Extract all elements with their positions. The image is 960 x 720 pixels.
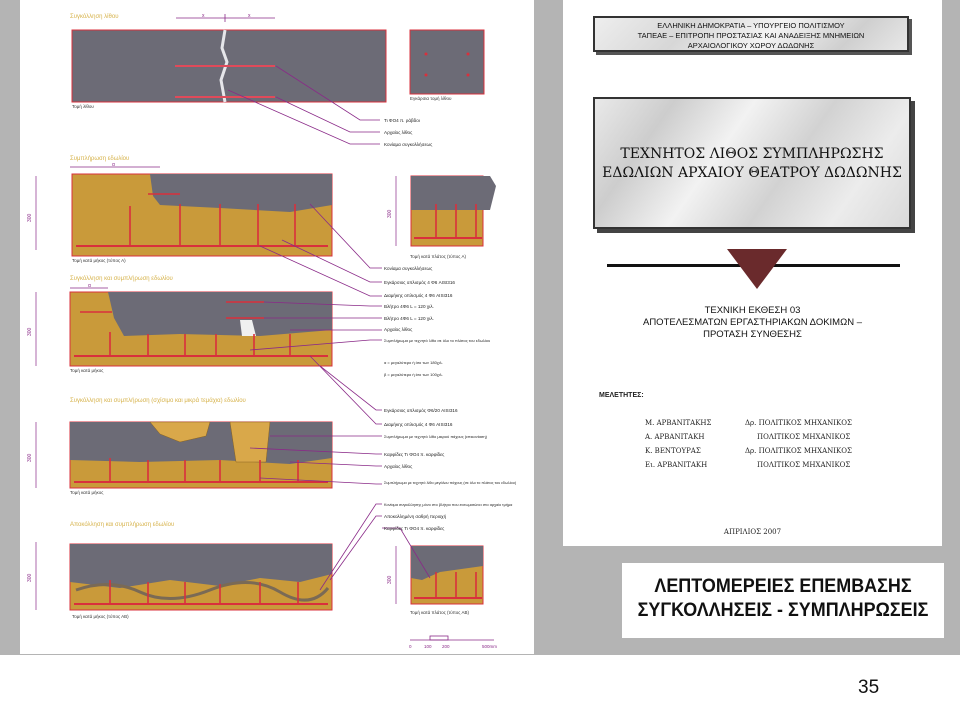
report-line-2: ΑΠΟΤΕΛΕΣΜΑΤΩΝ ΕΡΓΑΣΤΗΡΙΑΚΩΝ ΔΟΚΙΜΩΝ – xyxy=(642,317,862,328)
section-1-dimension xyxy=(176,14,275,22)
section-4-heading: Συγκόλληση και συμπλήρωση (σχίσιμο και μικρά τεμάχια) εδωλίου xyxy=(70,398,246,404)
author-name: Μ. ΑΡΒΑΝΙΤΑΚΗΣ xyxy=(645,419,712,427)
label-17: Συμπλήρωμα με τεχνητό λίθο μεγάλου πάχους (σε όλο το πλάτος του εδωλίου) xyxy=(384,481,517,485)
label-4: Εγκάρσιος οπλισμός 4 Φ6 AISI316 xyxy=(384,280,455,285)
label-6: Βλήτρο 4Φ6 L = 120 χιλ. xyxy=(384,304,434,309)
label-12: Εγκάρσιος οπλισμός Φ6/20 AISI316 xyxy=(384,408,458,413)
label-18: Κονίαμα συγκόλλησης μόνο στο βλήτρο που ενσωματώνει στο αρχαίο τμήμα xyxy=(384,503,513,507)
section-1-heading: Συγκόλληση λίθου xyxy=(70,14,119,20)
ministry-line-2: ΤΑΠΕΑΕ – ΕΠΙΤΡΟΠΗ ΠΡΟΣΤΑΣΙΑΣ ΚΑΙ ΑΝΑΔΕΙΞΗΣ ΜΝΗΜΕΙΩΝ xyxy=(637,31,865,40)
author-row xyxy=(645,416,852,430)
triangle-emblem xyxy=(727,249,787,289)
report-cover-page xyxy=(563,0,942,546)
section-2-heading: Συμπλήρωση εδωλίου xyxy=(70,156,130,162)
scale-end: 500mm xyxy=(482,644,498,649)
label-10: α = μεγαλύτερο ή ίσο των 180χιλ. xyxy=(384,360,443,365)
section-1-side-caption: Εγκάρσια τομή λίθου xyxy=(410,96,452,101)
label-7: Βλήτρο 4Φ6 L = 120 χιλ. xyxy=(384,316,434,321)
label-2: Κονίαμα συγκολλήσεως xyxy=(384,142,433,147)
section-2-caption: Τομή κατά μήκος (τύπος Α) xyxy=(72,258,126,263)
author-name: Ει. ΑΡΒΑΝΙΤΑΚΗ xyxy=(645,461,708,469)
label-14: Συμπλήρωμα με τεχνητό λίθο μικρού πάχους (επικονίαση) xyxy=(384,434,487,439)
section-4-caption: Τομή κατά μήκος xyxy=(70,490,104,495)
dim-300-c: 300 xyxy=(27,327,33,336)
report-title-line-1: ΤΕΧΝΗΤΟΣ ΛΙΘΟΣ ΣΥΜΠΛΗΡΩΣΗΣ xyxy=(620,146,884,162)
section-1-caption: Τομή λίθου xyxy=(72,104,94,109)
dim-x-right: x xyxy=(248,13,251,19)
author-role: ΠΟΛΙΤΙΚΟΣ ΜΗΧΑΝΙΚΟΣ xyxy=(757,461,851,469)
report-date: ΑΠΡΙΛΙΟΣ 2007 xyxy=(723,528,782,536)
report-title-box xyxy=(593,97,911,229)
section-5-heading: Αποκόλληση και συμπλήρωση εδωλίου xyxy=(70,522,175,528)
label-5: Διαμήκης οπλισμός 4 Φ6 AISI316 xyxy=(384,293,453,298)
scale-labels xyxy=(409,644,497,649)
author-name: Κ. ΒΕΝΤΟΥΡΑΣ xyxy=(645,447,701,455)
author-name: Α. ΑΡΒΑΝΙΤΑΚΗ xyxy=(645,433,705,441)
author-row xyxy=(645,430,852,444)
technical-drawing-sheet xyxy=(20,0,534,654)
ancient-stone-transverse-a xyxy=(411,176,496,210)
ministry-line-3: ΑΡΧΑΙΟΛΟΓΙΚΟΥ ΧΩΡΟΥ ΔΩΔΩΝΗΣ xyxy=(687,41,815,50)
scale-tick-1: 100 xyxy=(424,644,432,649)
report-title-line-2: ΕΔΩΛΙΩΝ ΑΡΧΑΙΟΥ ΘΕΑΤΡΟΥ ΔΩΔΩΝΗΣ xyxy=(602,165,902,181)
drawing-svg xyxy=(20,0,534,654)
slide-title-box xyxy=(622,563,944,638)
label-9: Συμπλήρωμα με τεχνητό λίθο σε όλο το πλάτος του εδωλίου xyxy=(384,338,491,343)
label-1: Αρχαίος λίθος xyxy=(384,130,413,135)
label-3: Κονίαμα συγκολλήσεως xyxy=(384,266,433,271)
scale-tick-0: 0 xyxy=(409,644,412,649)
authors-label: ΜΕΛΕΤΗΤΕΣ: xyxy=(599,392,644,399)
section-3-heading: Συγκόλληση και συμπλήρωση εδωλίου xyxy=(70,276,173,282)
section-5-caption: Τομή κατά μήκος (τύπος ΑΒ) xyxy=(72,614,129,619)
scale-tick-2: 200 xyxy=(442,644,450,649)
section-3-caption: Τομή κατά μήκος xyxy=(70,368,104,373)
dim-300-a: 300 xyxy=(27,213,33,222)
dim-300-b: 300 xyxy=(387,209,393,218)
section-2-side-caption: Τομή κατά πλάτος (τύπος Α) xyxy=(410,254,466,259)
dim-300-f: 300 xyxy=(387,575,393,584)
label-11: β = μεγαλύτερο ή ίσο των 100χιλ. xyxy=(384,372,443,377)
report-line-3: ΠΡΟΤΑΣΗ ΣΥΝΘΕΣΗΣ xyxy=(703,329,802,340)
ministry-line-1: ΕΛΛΗΝΙΚΗ ΔΗΜΟΚΡΑΤΙΑ – ΥΠΟΥΡΓΕΙΟ ΠΟΛΙΤΙΣΜΟΥ xyxy=(657,21,845,30)
dim-x-left: x xyxy=(202,13,205,19)
authors-list xyxy=(645,416,852,472)
label-19: Αποκολλημένη σαθρή περιοχή xyxy=(384,514,447,519)
dim-a-1: α xyxy=(112,162,115,168)
label-8: Αρχαίος λίθος xyxy=(384,327,413,332)
stone-block-transverse xyxy=(410,30,484,94)
label-13: Διαμήκης οπλισμός 4 Φ6 AISI316 xyxy=(384,422,453,427)
author-row xyxy=(645,444,852,458)
author-role: Δρ. ΠΟΛΙΤΙΚΟΣ ΜΗΧΑΝΙΚΟΣ xyxy=(745,447,852,455)
slide-title-line-2: ΣΥΓΚΟΛΛΗΣΕΙΣ - ΣΥΜΠΛΗΡΩΣΕΙΣ xyxy=(637,599,929,621)
patch-large-4 xyxy=(230,422,270,462)
scale-bar xyxy=(410,636,494,640)
dim-300-e: 300 xyxy=(27,573,33,582)
label-15: Καρφίδες Τι ΦΟ4 π. καρφίδες xyxy=(384,452,445,457)
report-line-1: ΤΕΧΝΙΚΗ ΕΚΘΕΣΗ 03 xyxy=(704,305,801,316)
author-role: Δρ. ΠΟΛΙΤΙΚΟΣ ΜΗΧΑΝΙΚΟΣ xyxy=(745,419,852,427)
author-role: ΠΟΛΙΤΙΚΟΣ ΜΗΧΑΝΙΚΟΣ xyxy=(757,433,851,441)
dim-300-d: 300 xyxy=(27,453,33,462)
ministry-header-box xyxy=(593,16,909,52)
label-0: Τι ΦΟ4 π. ράβδοι xyxy=(384,118,420,123)
label-20: Καρφίδες Τι ΦΟ4 π. καρφίδες xyxy=(384,526,445,531)
ancient-stone-part-3 xyxy=(108,292,332,336)
dim-a-2: α xyxy=(88,283,91,289)
label-16: Αρχαίος λίθος xyxy=(384,464,413,469)
technical-report-heading xyxy=(563,305,942,341)
slide-title-line-1: ΛΕΠΤΟΜΕΡΕΙΕΣ ΕΠΕΜΒΑΣΗΣ xyxy=(654,575,912,597)
page-number: 35 xyxy=(858,677,880,698)
section-5-side-caption: Τομή κατά πλάτος (τύπος ΑΒ) xyxy=(410,610,469,615)
author-row xyxy=(645,458,852,472)
